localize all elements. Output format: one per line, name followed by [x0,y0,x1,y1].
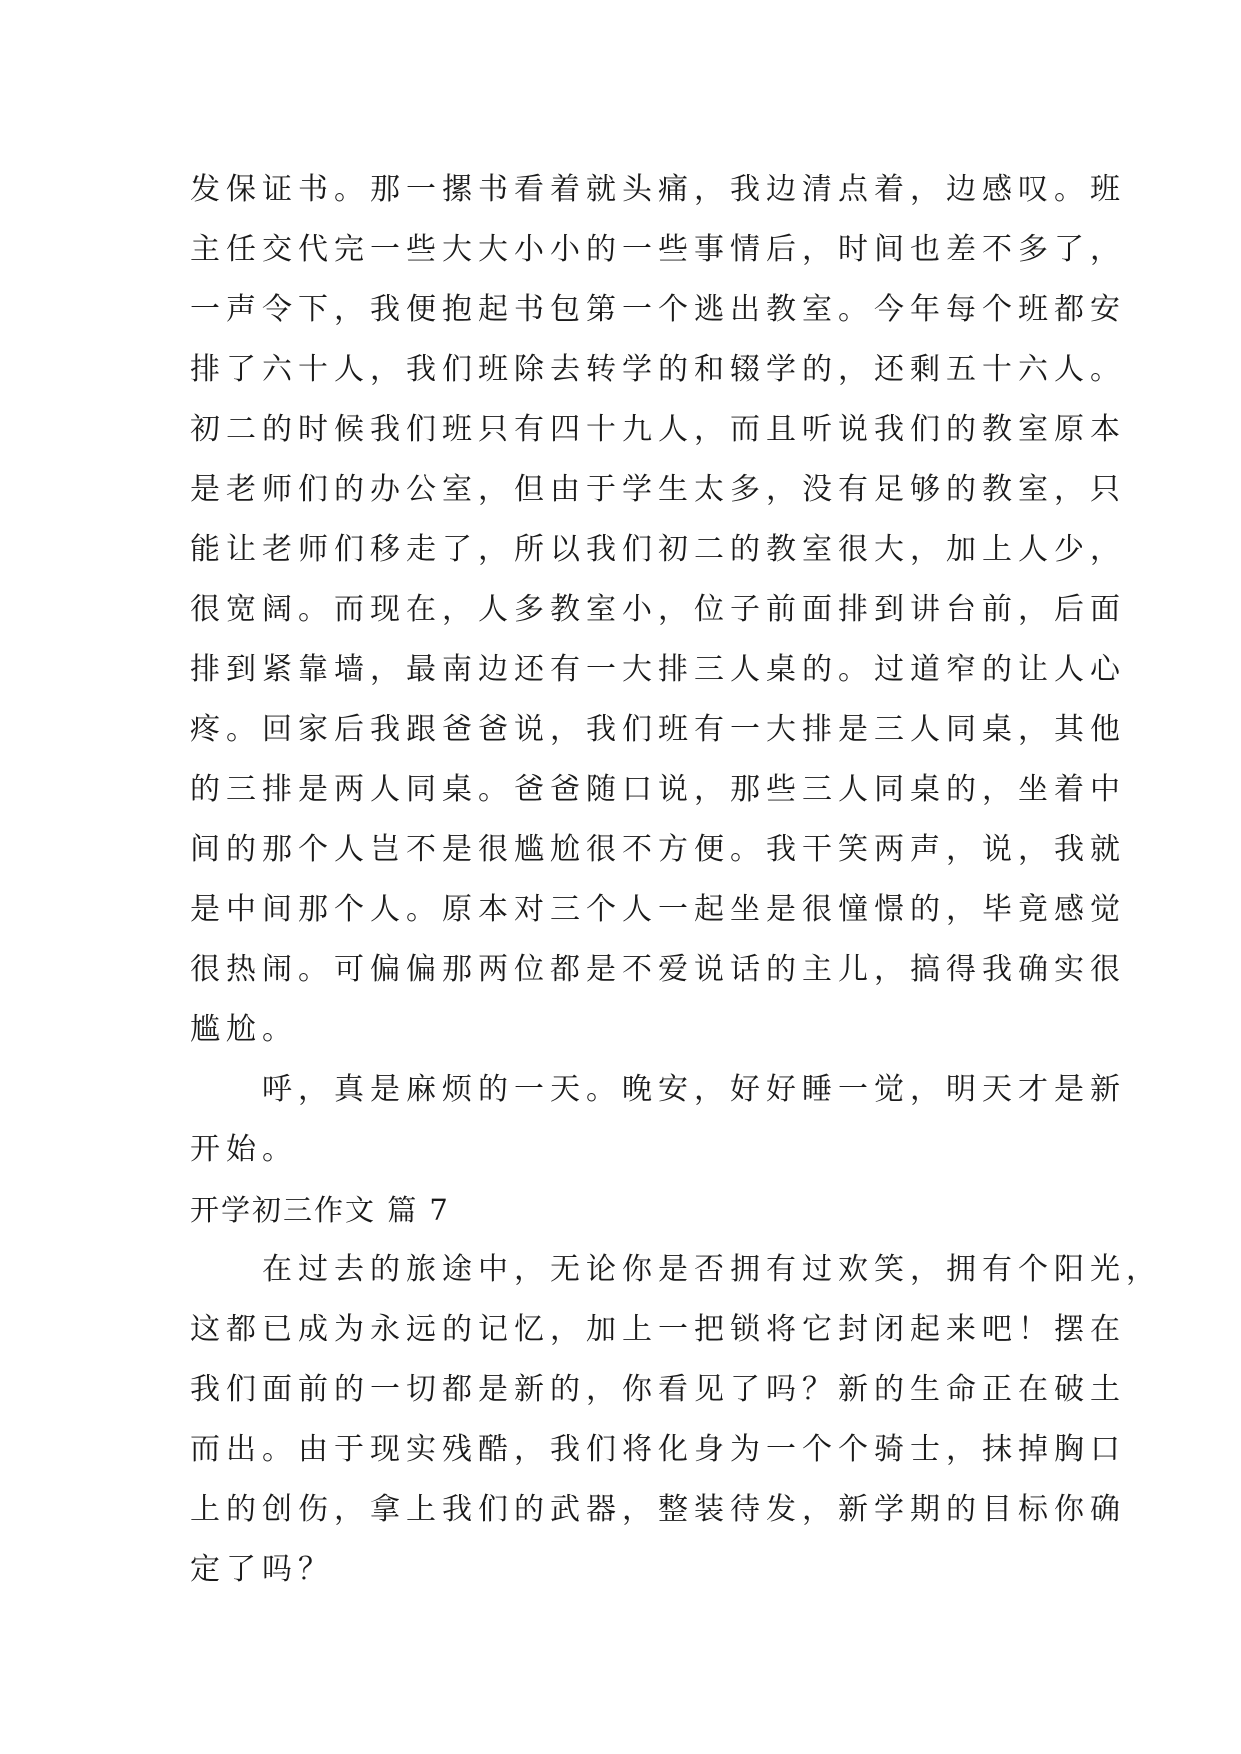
text-line: 而出。由于现实残酷，我们将化身为一个个骑士，抹掉胸口 [190,1432,1126,1467]
text-line: 初二的时候我们班只有四十九人，而且听说我们的教室原本 [190,412,1126,447]
text-line: 开始。 [190,1132,298,1167]
text-line: 排了六十人，我们班除去转学的和辍学的，还剩五十六人。 [190,352,1126,387]
section-heading: 开学初三作文 篇 7 [190,1193,450,1227]
text-line: 很热闹。可偏偏那两位都是不爱说话的主儿，搞得我确实很 [190,952,1126,987]
text-line: 上的创伤，拿上我们的武器，整装待发，新学期的目标你确 [190,1492,1126,1527]
text-line: 间的那个人岂不是很尴尬很不方便。我干笑两声，说，我就 [190,832,1126,867]
text-line: 是中间那个人。原本对三个人一起坐是很憧憬的，毕竟感觉 [190,892,1126,927]
text-line: 尴尬。 [190,1012,298,1047]
text-line: 定了吗？ [190,1552,334,1587]
text-line: 一声令下，我便抱起书包第一个逃出教室。今年每个班都安 [190,292,1126,327]
document-body [190,160,1162,1600]
text-line: 的三排是两人同桌。爸爸随口说，那些三人同桌的，坐着中 [190,772,1126,807]
text-line: 是老师们的办公室，但由于学生太多，没有足够的教室，只 [190,472,1126,507]
text-line: 很宽阔。而现在，人多教室小，位子前面排到讲台前，后面 [190,592,1126,627]
text-line: 排到紧靠墙，最南边还有一大排三人桌的。过道窄的让人心 [190,652,1126,687]
text-line: 呼，真是麻烦的一天。晚安，好好睡一觉，明天才是新 [190,1072,1126,1107]
text-line: 发保证书。那一摞书看着就头痛，我边清点着，边感叹。班 [190,172,1126,207]
text-line: 我们面前的一切都是新的，你看见了吗？新的生命正在破土 [190,1372,1126,1407]
text-line: 疼。回家后我跟爸爸说，我们班有一大排是三人同桌，其他 [190,712,1126,747]
text-line: 能让老师们移走了，所以我们初二的教室很大，加上人少， [190,532,1126,567]
text-line: 在过去的旅途中，无论你是否拥有过欢笑，拥有个阳光， [190,1252,1162,1287]
text-line: 主任交代完一些大大小小的一些事情后，时间也差不多了， [190,232,1126,267]
text-line: 这都已成为永远的记忆，加上一把锁将它封闭起来吧！摆在 [190,1312,1126,1347]
